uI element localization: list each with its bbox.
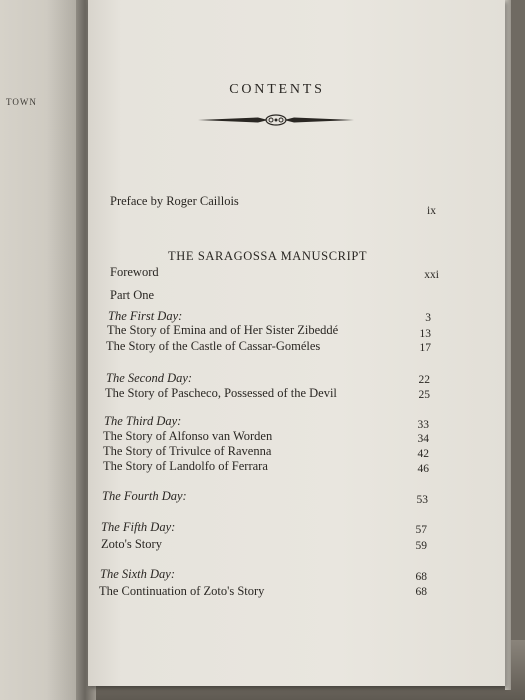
day-title: The Third Day:: [104, 414, 182, 428]
story-entry: The Story of Trivulce of Ravenna: [103, 444, 272, 458]
story-page: 42: [417, 448, 429, 460]
story-entry: The Story of Emina and of Her Sister Zibeddé: [107, 323, 339, 337]
day-title: The Fifth Day:: [101, 520, 176, 534]
story-page: 25: [418, 389, 430, 401]
story-entry: Zoto's Story: [101, 537, 162, 551]
day-page: 33: [417, 419, 429, 431]
story-page: 17: [419, 342, 431, 354]
story-page: 68: [415, 586, 427, 598]
foreword-page: xxi: [424, 269, 439, 281]
book-title: THE SARAGOSSA MANUSCRIPT: [168, 249, 368, 263]
day-page: 3: [425, 312, 431, 324]
foreword-entry: Foreword: [110, 265, 159, 279]
part-heading: Part One: [110, 288, 155, 302]
day-page: 22: [418, 374, 430, 386]
story-entry: The Story of Landolfo of Ferrara: [103, 459, 268, 473]
left-page: [0, 0, 84, 700]
day-page: 57: [415, 524, 427, 536]
story-entry: The Story of Alfonso van Worden: [103, 429, 273, 443]
day-title: The First Day:: [108, 309, 183, 323]
story-entry: The Continuation of Zoto's Story: [99, 584, 265, 598]
ornament-divider-icon: [196, 112, 356, 128]
day-title: The Fourth Day:: [102, 489, 187, 503]
day-page: 68: [415, 571, 427, 583]
contents-page: [88, 0, 505, 686]
story-page: 46: [417, 463, 429, 475]
preface-entry: Preface by Roger Caillois: [110, 194, 239, 208]
day-title: The Second Day:: [106, 371, 193, 385]
day-title: The Sixth Day:: [100, 567, 175, 581]
preface-page: ix: [427, 205, 436, 217]
story-entry: The Story of the Castle of Cassar-Goméles: [106, 339, 321, 353]
contents-title: CONTENTS: [229, 82, 325, 97]
story-page: 59: [415, 540, 427, 552]
story-entry: The Story of Pascheco, Possessed of the Devil: [105, 386, 337, 400]
running-head: TOWN: [6, 97, 37, 107]
day-page: 53: [416, 494, 428, 506]
page-edge: [505, 0, 511, 690]
story-page: 34: [417, 433, 429, 445]
story-page: 13: [419, 328, 431, 340]
